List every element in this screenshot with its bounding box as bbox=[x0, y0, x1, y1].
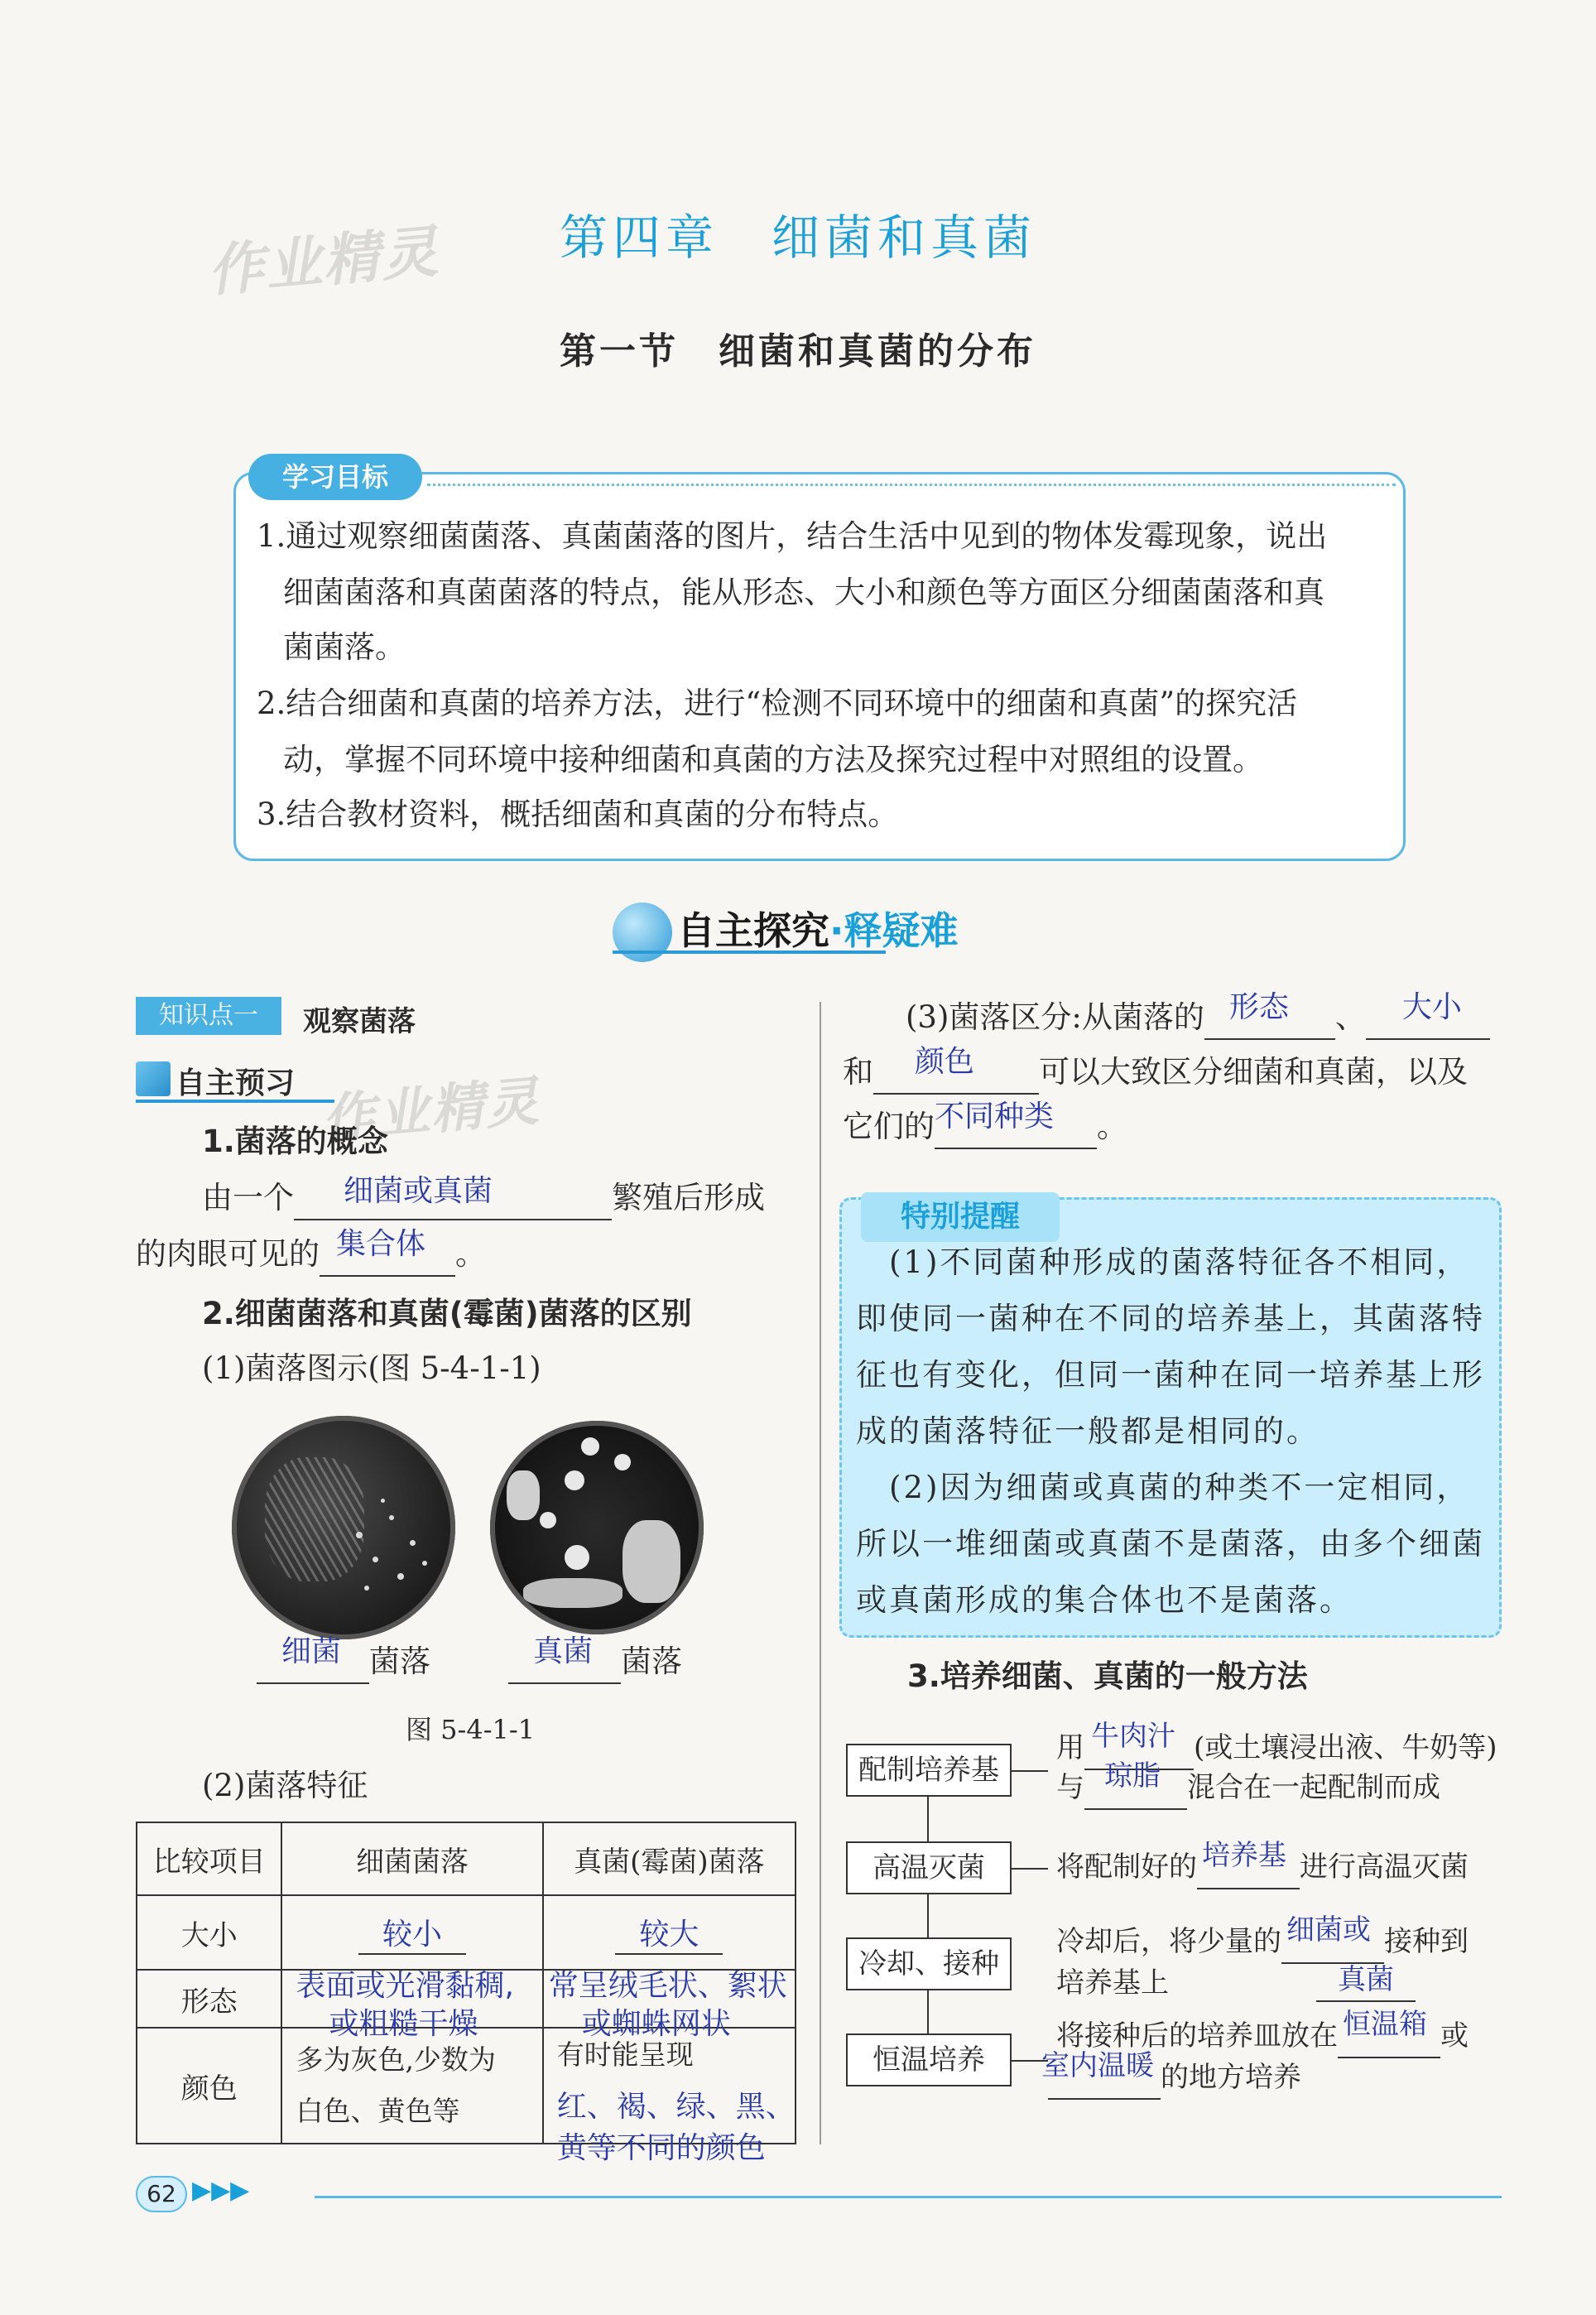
q3-text: 、 bbox=[1334, 999, 1366, 1035]
table-header: 比较项目 bbox=[137, 1822, 281, 1895]
table-cell: 大小 bbox=[137, 1895, 281, 1970]
flow-step3-line1 bbox=[1056, 1913, 1469, 1964]
table-cell bbox=[543, 1969, 796, 2041]
flow-text: 冷却后，将少量的 bbox=[1056, 1925, 1281, 1958]
page-number: 62 bbox=[136, 2176, 187, 2212]
flow-arrow bbox=[927, 1797, 929, 1841]
q1-line2 bbox=[136, 1227, 486, 1277]
answer-blank bbox=[1281, 1913, 1384, 1964]
handwritten-answer: 牛肉汁 bbox=[1091, 1720, 1175, 1753]
table-row bbox=[137, 2028, 796, 2144]
tip-line: (1)不同菌种形成的菌落特征各不相同， bbox=[856, 1244, 1470, 1280]
table-cell bbox=[281, 2028, 542, 2144]
preview-title: 自主预习 bbox=[175, 1066, 296, 1100]
handwritten-answer: 恒温箱 bbox=[1343, 2008, 1427, 2041]
preview-underline bbox=[136, 1100, 334, 1103]
tip-line: (2)因为细菌或真菌的种类不一定相同， bbox=[856, 1470, 1470, 1505]
handwritten-answer: 颜色 bbox=[915, 1045, 975, 1079]
goal-line: 细菌菌落和真菌菌落的特点，能从形态、大小和颜色等方面区分细菌菌落和真 bbox=[283, 575, 1324, 610]
flow-step: 配制培养基 bbox=[846, 1744, 1012, 1797]
table-cell bbox=[543, 1895, 796, 1970]
banner-dot: · bbox=[829, 908, 844, 953]
banner-part1: 自主探究 bbox=[677, 908, 829, 953]
q3-line1 bbox=[906, 990, 1490, 1040]
knowledge-point-title: 观察菌落 bbox=[303, 1005, 416, 1038]
goal-line: 1.通过观察细菌菌落、真菌菌落的图片，结合生活中见到的物体发霉现象，说出 bbox=[257, 518, 1328, 554]
flow-step: 高温灭菌 bbox=[846, 1841, 1012, 1894]
table-header: 真菌(霉菌)菌落 bbox=[543, 1822, 796, 1895]
handwritten-answer: 室内温暖 bbox=[1041, 2049, 1154, 2082]
watermark: 作业精灵 bbox=[319, 1071, 543, 1152]
answer-blank bbox=[873, 1045, 1039, 1095]
flow-text: (或土壤浸出液、牛奶等) bbox=[1194, 1731, 1497, 1764]
tip-line: 成的菌落特征一般都是相同的。 bbox=[856, 1413, 1320, 1449]
flow-step4-line2 bbox=[1041, 2049, 1301, 2100]
flow-text: 将接种后的培养皿放在 bbox=[1056, 2019, 1338, 2053]
table-cell: 形态 bbox=[137, 1970, 281, 2028]
handwritten-answer: 细菌 bbox=[281, 1634, 342, 1668]
flow-text: 接种到 bbox=[1384, 1925, 1469, 1958]
handwritten-answer: 培养基 bbox=[1202, 1839, 1286, 1872]
fungus-colony-image bbox=[490, 1421, 704, 1634]
q3-line3 bbox=[843, 1100, 1127, 1149]
goal-line: 3.结合教材资料，概括细菌和真菌的分布特点。 bbox=[257, 797, 899, 832]
chapter-title: 第四章 细菌和真菌 bbox=[559, 209, 1036, 266]
handwritten-answer: 细菌或 bbox=[1286, 1913, 1371, 1947]
q2-sub1: (1)菌落图示(图 5-4-1-1) bbox=[202, 1350, 541, 1386]
knowledge-point-tag: 知识点一 bbox=[136, 997, 281, 1035]
goal-line: 菌菌落。 bbox=[283, 629, 406, 665]
table-text: 有时能呈现 bbox=[556, 2038, 694, 2071]
flow-step: 恒温培养 bbox=[846, 2033, 1012, 2086]
q3-text: 。 bbox=[1097, 1109, 1127, 1144]
tip-line: 征也有变化，但同一菌种在同一培养基上形 bbox=[856, 1357, 1485, 1393]
table-text: 白色、黄色等 bbox=[296, 2095, 460, 2127]
q1-text: 的肉眼可见的 bbox=[136, 1236, 320, 1272]
q1-text: 繁殖后形成 bbox=[612, 1180, 765, 1215]
bacteria-colony-image bbox=[232, 1416, 455, 1639]
handwritten-answer: 形态 bbox=[1228, 990, 1289, 1024]
q3-line2 bbox=[843, 1045, 1468, 1095]
banner-part2: 释疑难 bbox=[844, 908, 959, 953]
section-banner bbox=[677, 901, 958, 955]
tip-line: 即使同一菌种在不同的培养基上，其菌落特 bbox=[856, 1301, 1485, 1336]
table-text: 多为灰色,少数为 bbox=[296, 2043, 496, 2076]
flow-connector bbox=[1012, 1770, 1048, 1772]
goals-divider bbox=[427, 484, 1396, 486]
flow-text: 用 bbox=[1056, 1731, 1084, 1764]
footer-arrows-icon: ▶▶▶ bbox=[192, 2176, 250, 2205]
flow-arrow bbox=[927, 1990, 929, 2033]
flow-text: 的地方培养 bbox=[1161, 2061, 1301, 2094]
flow-text: 培养基上 bbox=[1056, 1966, 1169, 2000]
handwritten-answer: 真菌 bbox=[533, 1634, 594, 1668]
tip-tag: 特别提醒 bbox=[861, 1192, 1060, 1242]
handwritten-answer: 或蜘蛛网状 bbox=[581, 2007, 731, 2041]
column-divider bbox=[820, 1002, 821, 2144]
answer-blank bbox=[1041, 2049, 1161, 2100]
comparison-table bbox=[136, 1822, 796, 2165]
tip-line: 或真菌形成的集合体也不是菌落。 bbox=[856, 1582, 1353, 1618]
handwritten-answer: 真菌 bbox=[1316, 1959, 1416, 2002]
table-cell bbox=[543, 2028, 796, 2165]
handwritten-answer: 大小 bbox=[1401, 990, 1462, 1024]
handwritten-answer: 琼脂 bbox=[1104, 1759, 1161, 1793]
q3-text: 它们的 bbox=[843, 1109, 935, 1144]
flow-title: 3.培养细菌、真菌的一般方法 bbox=[907, 1658, 1308, 1694]
table-cell bbox=[281, 1969, 542, 2041]
goals-tag: 学习目标 bbox=[248, 454, 422, 500]
image-label-text: 菌落 bbox=[369, 1644, 430, 1679]
answer-blank bbox=[1204, 990, 1335, 1040]
answer-blank bbox=[508, 1634, 621, 1684]
footer-line bbox=[315, 2196, 1502, 2198]
q3-text: (3)菌落区分:从菌落的 bbox=[906, 999, 1204, 1035]
flow-step3-line2 bbox=[1056, 1962, 1394, 2004]
figure-caption: 图 5-4-1-1 bbox=[406, 1714, 536, 1745]
banner-underline bbox=[613, 951, 886, 954]
table-header-row bbox=[137, 1822, 796, 1895]
flow-text: 将配制好的 bbox=[1056, 1851, 1197, 1884]
q3-text: 可以大致区分细菌和真菌，以及 bbox=[1039, 1054, 1468, 1090]
handwritten-answer: 不同种类 bbox=[935, 1100, 1055, 1133]
q1-text: 由一个 bbox=[202, 1180, 294, 1215]
table-header: 细菌菌落 bbox=[281, 1822, 542, 1895]
watermark: 作业精灵 bbox=[204, 219, 442, 306]
goal-line: 动，掌握不同环境中接种细菌和真菌的方法及探究过程中对照组的设置。 bbox=[283, 742, 1263, 777]
table-cell: 颜色 bbox=[137, 2028, 281, 2144]
image1-label bbox=[257, 1634, 430, 1684]
handwritten-answer: 红、褐、绿、黑、 bbox=[556, 2090, 796, 2124]
answer-blank bbox=[1197, 1839, 1300, 1889]
table-row bbox=[137, 1970, 796, 2028]
handwritten-answer: 细菌或真菌 bbox=[344, 1174, 493, 1208]
flow-text: 或 bbox=[1440, 2019, 1469, 2053]
q2-sub2: (2)菌落特征 bbox=[202, 1768, 368, 1803]
flow-text: 与 bbox=[1056, 1771, 1084, 1804]
answer-blank bbox=[1366, 990, 1490, 1040]
q1-line1 bbox=[202, 1174, 765, 1220]
section-title: 第一节 细菌和真菌的分布 bbox=[560, 330, 1036, 373]
flow-arrow bbox=[927, 1894, 929, 1937]
handwritten-answer: 集合体 bbox=[336, 1227, 426, 1261]
answer-blank bbox=[257, 1634, 369, 1684]
q1-title: 1.菌落的概念 bbox=[202, 1124, 388, 1159]
flow-text: 混合在一起配制而成 bbox=[1187, 1771, 1440, 1804]
image-label-text: 菌落 bbox=[621, 1644, 682, 1679]
q3-text: 和 bbox=[843, 1054, 873, 1090]
q1-text: 。 bbox=[455, 1236, 486, 1272]
answer-blank bbox=[935, 1100, 1097, 1149]
handwritten-answer: 表面或光滑黏稠, bbox=[296, 1969, 514, 2003]
handwritten-answer: 黄等不同的颜色 bbox=[556, 2131, 766, 2165]
answer-blank bbox=[1338, 2008, 1440, 2058]
flow-text: 进行高温灭菌 bbox=[1300, 1851, 1469, 1884]
q2-title: 2.细菌菌落和真菌(霉菌)菌落的区别 bbox=[202, 1296, 692, 1331]
flow-step: 冷却、接种 bbox=[846, 1937, 1012, 1990]
goal-line: 2.结合细菌和真菌的培养方法，进行“检测不同环境中的细菌和真菌”的探究活 bbox=[257, 686, 1298, 721]
flow-step1-line2 bbox=[1056, 1759, 1440, 1810]
tip-line: 所以一堆细菌或真菌不是菌落，由多个细菌 bbox=[856, 1526, 1485, 1562]
handwritten-answer: 或粗糙干燥 bbox=[329, 2007, 478, 2041]
handwritten-answer: 较小 bbox=[358, 1911, 466, 1955]
handwritten-answer: 常呈绒毛状、絮状 bbox=[548, 1969, 787, 2003]
flow-connector bbox=[1012, 1868, 1048, 1870]
flow-step2-line bbox=[1056, 1839, 1469, 1889]
answer-blank bbox=[1084, 1759, 1187, 1810]
table-row bbox=[137, 1895, 796, 1970]
image2-label bbox=[508, 1634, 682, 1684]
handwritten-answer: 较大 bbox=[615, 1911, 723, 1955]
answer-blank bbox=[294, 1174, 612, 1220]
book-icon bbox=[136, 1061, 171, 1096]
table-cell bbox=[281, 1895, 542, 1970]
answer-blank bbox=[320, 1227, 455, 1277]
